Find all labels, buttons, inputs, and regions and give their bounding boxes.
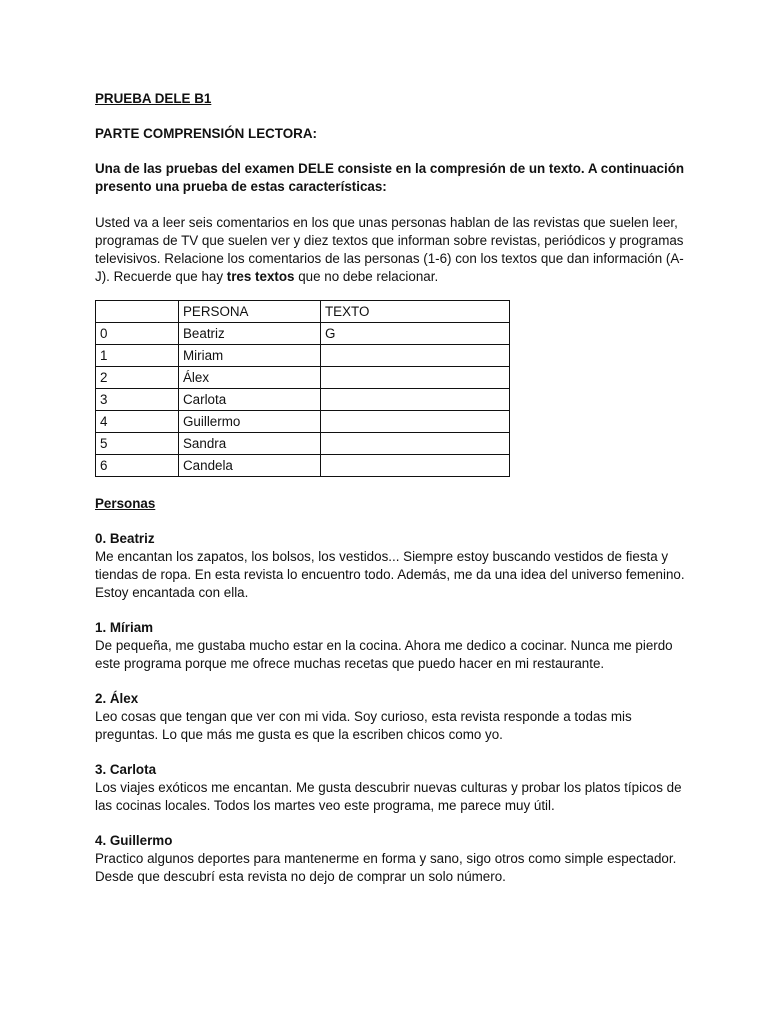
persona-entry — [95, 619, 685, 673]
table-row — [96, 367, 510, 389]
persona-text: De pequeña, me gustaba mucho estar en la cocina. Ahora me dedico a cocinar. Nunca me pierdo este programa porque me ofrece muchas recetas que puedo hacer en mi restaurante. — [95, 638, 673, 671]
table-cell-persona: Miriam — [179, 345, 321, 367]
table-header-cell: PERSONA — [179, 301, 321, 323]
persona-heading: 2. Álex — [95, 691, 139, 706]
persona-entry — [95, 761, 685, 815]
persona-heading: 4. Guillermo — [95, 833, 173, 848]
table-cell-texto — [321, 367, 510, 389]
table-cell-texto — [321, 455, 510, 477]
table-cell-number: 4 — [96, 411, 179, 433]
instructions-bold-text: tres textos — [226, 269, 295, 284]
persona-text: Leo cosas que tengan que ver con mi vida. Soy curioso, esta revista responde a todas mis preguntas. Lo que más me gusta es que la escriben chicos como yo. — [95, 709, 632, 742]
table-row — [96, 411, 510, 433]
table-cell-texto — [321, 433, 510, 455]
persona-text: Los viajes exóticos me encantan. Me gusta descubrir nuevas culturas y probar los platos típicos de las cocinas locales. Todos los martes veo este programa, me parece muy útil. — [95, 780, 682, 813]
persona-entry — [95, 832, 685, 886]
table-header-cell: TEXTO — [321, 301, 510, 323]
persona-heading: 3. Carlota — [95, 762, 157, 777]
table-cell-number: 6 — [96, 455, 179, 477]
persona-heading: 0. Beatriz — [95, 531, 155, 546]
table-cell-number: 0 — [96, 323, 179, 345]
table-header-cell — [96, 301, 179, 323]
table-cell-texto — [321, 345, 510, 367]
table-row — [96, 433, 510, 455]
table-row — [96, 389, 510, 411]
table-cell-persona: Sandra — [179, 433, 321, 455]
table-cell-persona: Candela — [179, 455, 321, 477]
persona-entry — [95, 530, 685, 602]
table-cell-persona: Guillermo — [179, 411, 321, 433]
table-cell-number: 3 — [96, 389, 179, 411]
table-cell-persona: Beatriz — [179, 323, 321, 345]
table-cell-persona: Álex — [179, 367, 321, 389]
table-cell-texto — [321, 411, 510, 433]
table-cell-number: 1 — [96, 345, 179, 367]
table-row — [96, 323, 510, 345]
document-content — [95, 90, 685, 903]
instructions-text-2: que no debe relacionar. — [294, 269, 439, 284]
persona-heading: 1. Míriam — [95, 620, 154, 635]
answer-table — [95, 300, 510, 477]
instructions-paragraph — [95, 214, 685, 286]
table-cell-number: 5 — [96, 433, 179, 455]
persona-text: Practico algunos deportes para mantenerme en forma y sano, sigo otros como simple espectador. Desde que descubrí esta revista no dejo de comprar un solo número. — [95, 851, 677, 884]
personas-heading: Personas — [95, 496, 156, 511]
instructions-text-1: Usted va a leer seis comentarios en los que unas personas hablan de las revistas que suelen leer, programas de TV que suelen ver y diez textos que informan sobre revistas, periódicos y programas televisivos. Relacione los comentarios de las personas (1-6) con los textos que dan información (A-J). Recuerde que hay — [95, 215, 684, 284]
table-cell-number: 2 — [96, 367, 179, 389]
table-cell-persona: Carlota — [179, 389, 321, 411]
table-cell-texto — [321, 389, 510, 411]
table-row — [96, 345, 510, 367]
persona-text: Me encantan los zapatos, los bolsos, los vestidos... Siempre estoy buscando vestidos de fiesta y tiendas de ropa. En esta revista lo encuentro todo. Además, me da una idea del universo femenino. Estoy encantada con ella. — [95, 549, 685, 600]
table-row — [96, 455, 510, 477]
persona-entry — [95, 690, 685, 744]
table-cell-texto: G — [321, 323, 510, 345]
table-header-row — [96, 301, 510, 323]
document-title: PRUEBA DELE B1 — [95, 91, 212, 106]
section-subtitle: PARTE COMPRENSIÓN LECTORA: — [95, 126, 317, 141]
intro-paragraph: Una de las pruebas del examen DELE consiste en la compresión de un texto. A continuación presento una prueba de estas características: — [95, 161, 685, 194]
